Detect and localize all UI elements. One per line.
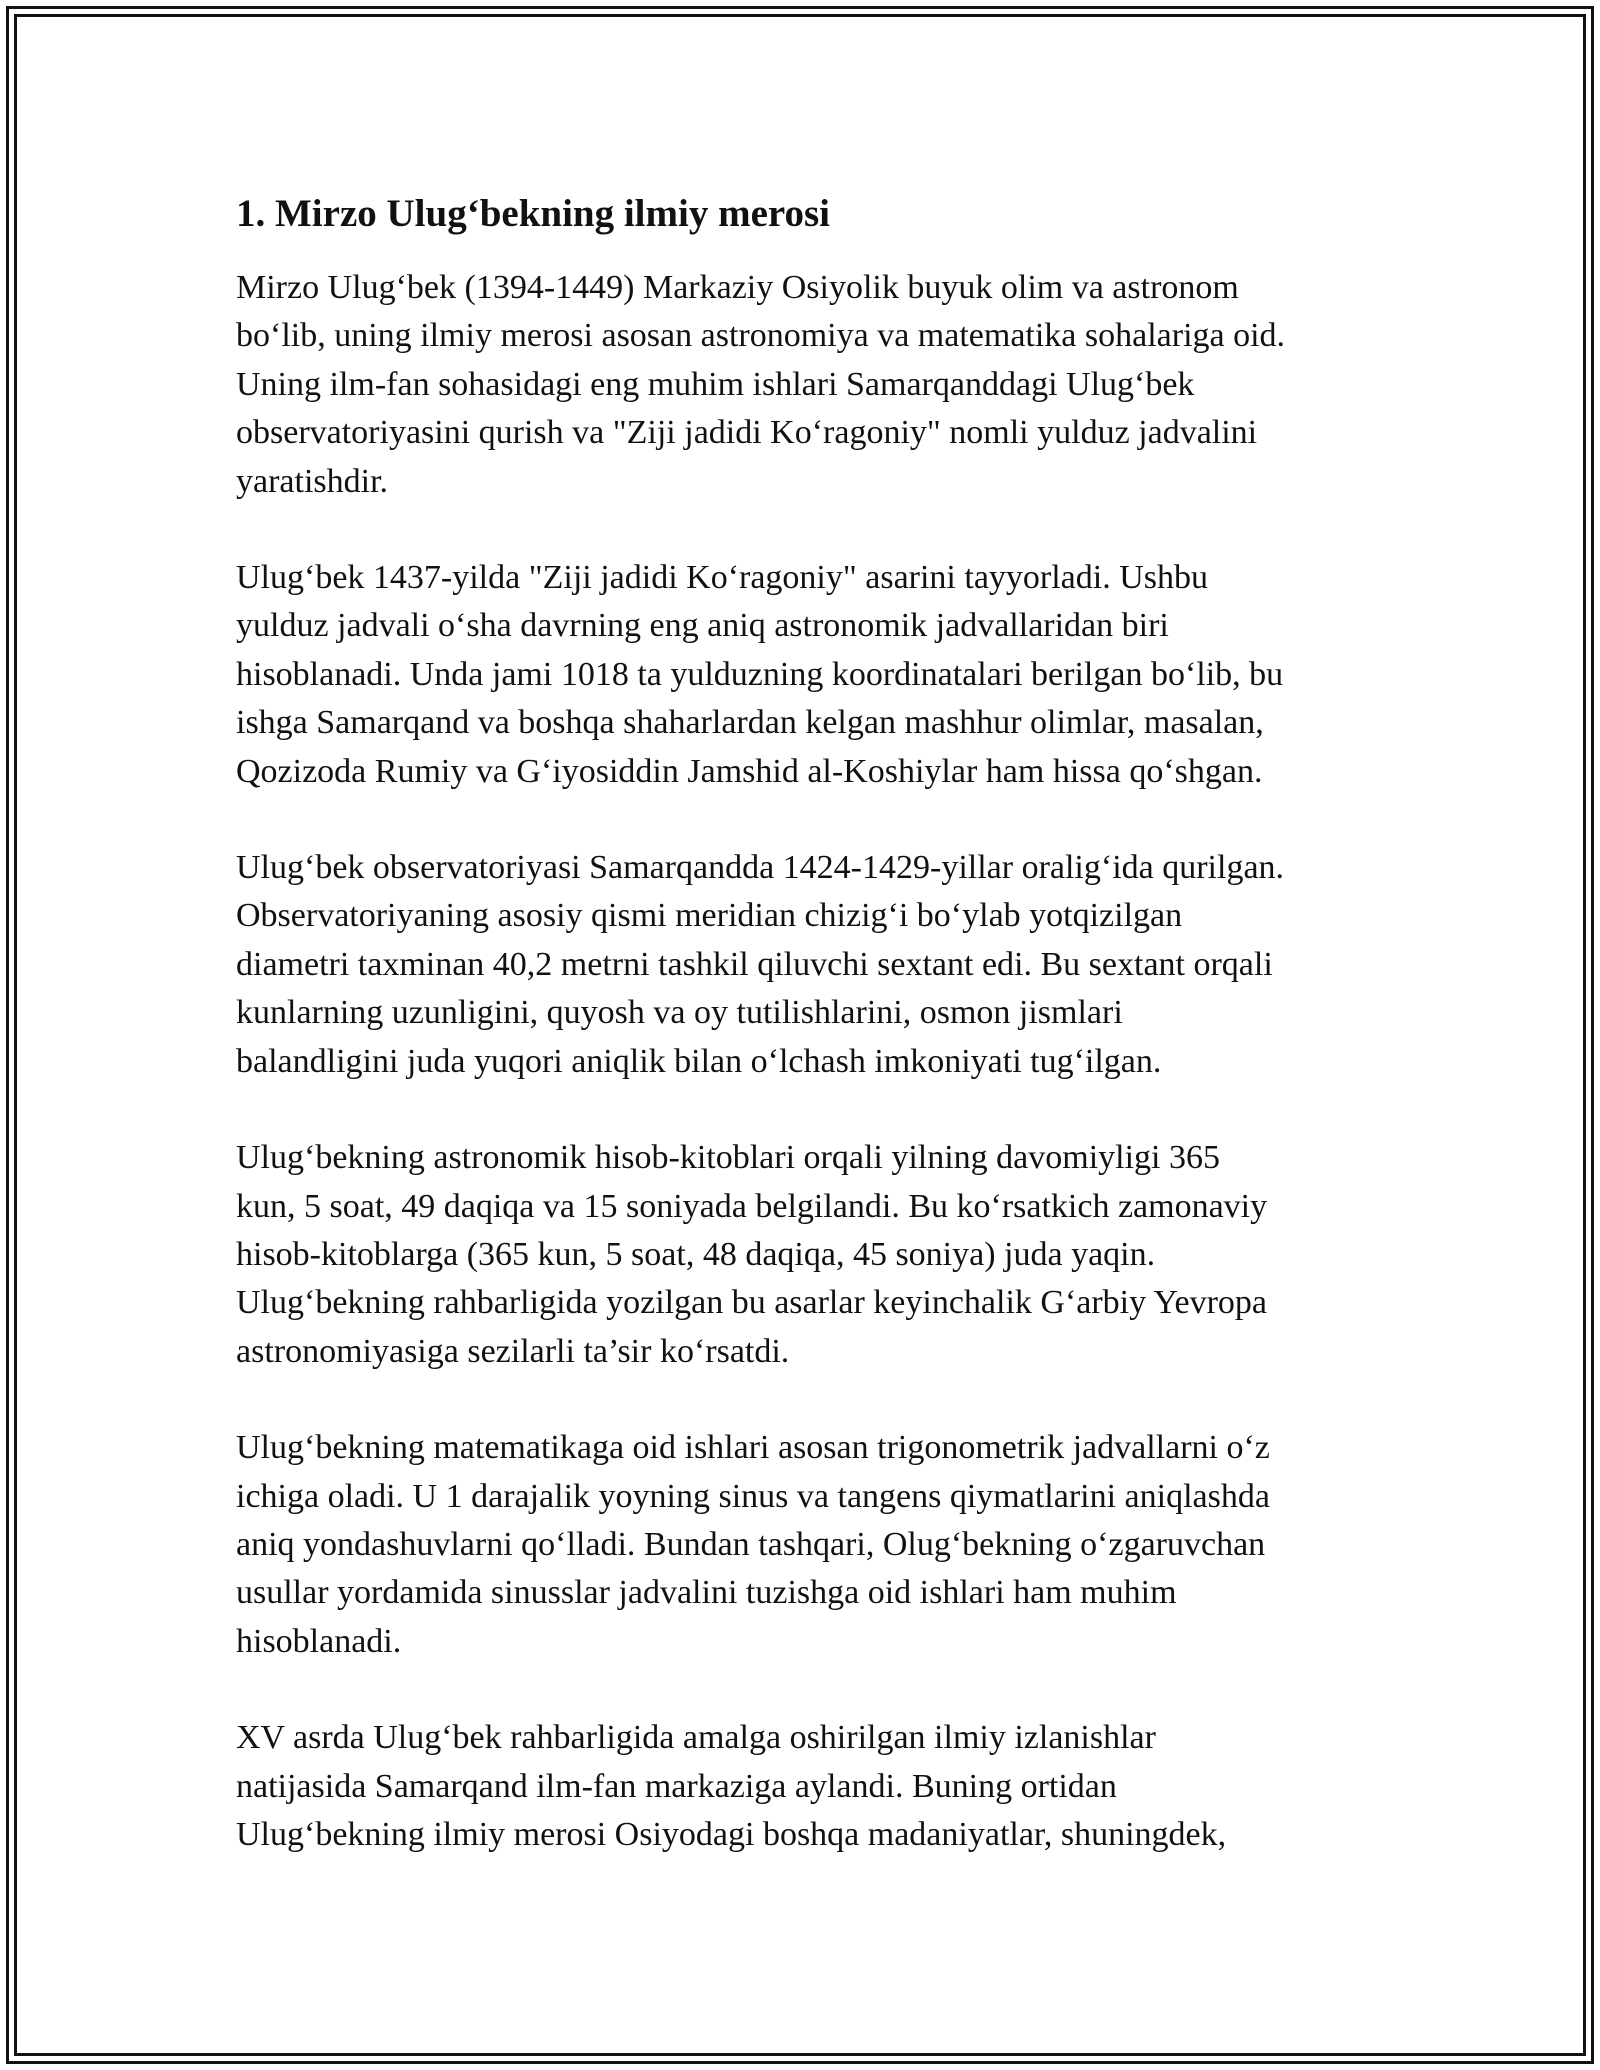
paragraph bbox=[236, 1424, 1376, 1666]
text-line: balandligini juda yuqori aniqlik bilan o‘lchash imkoniyati tug‘ilgan. bbox=[236, 1042, 1162, 1080]
paragraph bbox=[236, 1134, 1376, 1376]
text-line: Ulug‘bekning matematikaga oid ishlari asosan trigonometrik jadvallarni o‘z bbox=[236, 1429, 1270, 1467]
text-line: diametri taxminan 40,2 metrni tashkil qiluvchi sextant edi. Bu sextant orqali bbox=[236, 945, 1273, 983]
text-line: Ulug‘bekning ilmiy merosi Osiyodagi boshqa madaniyatlar, shuningdek, bbox=[236, 1815, 1227, 1853]
text-line: Uning ilm-fan sohasidagi eng muhim ishlari Samarqanddagi Ulug‘bek bbox=[236, 365, 1195, 403]
text-line: ichiga oladi. U 1 darajalik yoyning sinus va tangens qiymatlarini aniqlashda bbox=[236, 1477, 1270, 1515]
text-line: Ulug‘bekning astronomik hisob-kitoblari orqali yilning davomiyligi 365 bbox=[236, 1139, 1221, 1177]
paragraph bbox=[236, 554, 1376, 796]
text-line: XV asrda Ulug‘bek rahbarligida amalga oshirilgan ilmiy izlanishlar bbox=[236, 1719, 1156, 1757]
text-line: bo‘lib, uning ilmiy merosi asosan astronomiya va matematika sohalariga oid. bbox=[236, 317, 1286, 355]
text-line: Observatoriyaning asosiy qismi meridian chizig‘i bo‘ylab yotqizilgan bbox=[236, 897, 1183, 935]
text-line: hisoblanadi. Unda jami 1018 ta yulduzning koordinatalari berilgan bo‘lib, bu bbox=[236, 655, 1284, 693]
text-line: aniq yondashuvlarni qo‘lladi. Bundan tashqari, Olug‘bekning o‘zgaruvchan bbox=[236, 1525, 1266, 1563]
text-line: hisoblanadi. bbox=[236, 1622, 402, 1660]
text-line: hisob-kitoblarga (365 kun, 5 soat, 48 daqiqa, 45 soniya) juda yaqin. bbox=[236, 1235, 1156, 1273]
text-line: astronomiyasiga sezilarli ta’sir ko‘rsatdi. bbox=[236, 1332, 790, 1370]
text-line: yaratishdir. bbox=[236, 462, 389, 500]
text-line: Mirzo Ulug‘bek (1394-1449) Markaziy Osiyolik buyuk olim va astronom bbox=[236, 269, 1239, 306]
paragraph bbox=[236, 844, 1376, 1086]
text-line: observatoriyasini qurish va "Ziji jadidi Ko‘ragoniy" nomli yulduz jadvalini bbox=[236, 414, 1258, 452]
text-line: Ulug‘bek observatoriyasi Samarqandda 1424-1429-yillar oralig‘ida qurilgan. bbox=[236, 849, 1285, 887]
text-line: yulduz jadvali o‘sha davrning eng aniq astronomik jadvallaridan biri bbox=[236, 607, 1169, 645]
paragraph bbox=[236, 264, 1376, 506]
text-line: kunlarning uzunligini, quyosh va oy tutilishlarini, osmon jismlari bbox=[236, 994, 1123, 1032]
text-line: Ulug‘bekning rahbarligida yozilgan bu asarlar keyinchalik G‘arbiy Yevropa bbox=[236, 1284, 1268, 1322]
text-line: natijasida Samarqand ilm-fan markaziga aylandi. Buning ortidan bbox=[236, 1767, 1117, 1805]
text-line: Qozizoda Rumiy va G‘iyosiddin Jamshid al-Koshiylar ham hissa qo‘shgan. bbox=[236, 752, 1263, 790]
section-heading: 1. Mirzo Ulug‘bekning ilmiy merosi bbox=[236, 192, 831, 235]
text-line: Ulug‘bek 1437-yilda "Ziji jadidi Ko‘ragoniy" asarini tayyorladi. Ushbu bbox=[236, 559, 1209, 597]
paragraph bbox=[236, 1714, 1376, 1859]
text-line: ishga Samarqand va boshqa shaharlardan kelgan mashhur olimlar, masalan, bbox=[236, 704, 1264, 742]
text-line: usullar yordamida sinusslar jadvalini tuzishga oid ishlari ham muhim bbox=[236, 1574, 1177, 1612]
text-line: kun, 5 soat, 49 daqiqa va 15 soniyada belgilandi. Bu ko‘rsatkich zamonaviy bbox=[236, 1187, 1268, 1225]
document-body bbox=[236, 190, 1376, 1907]
paragraph-list bbox=[236, 264, 1376, 1859]
